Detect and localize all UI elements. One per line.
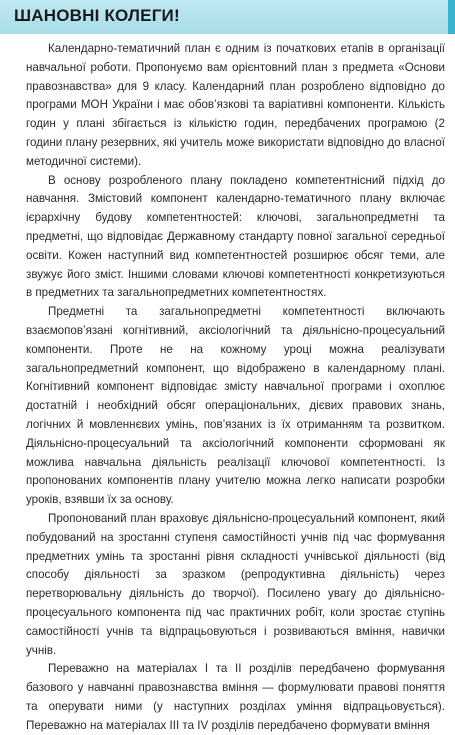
- paragraph-1: Календарно-тематичний план є одним із початкових етапів в організації навчальної роботи. Пропонуємо вам орієнтовний план з предмета «Основи правознавства» для 9 класу. Календарний план розроблено відповідно до програми МОН України і має обов’язкові та варіативні компоненти. Кількість годин у плані збігається із кількістю годин, передбачених програмою (2 години плану резервних, які учитель може використати відповідно до власної методичної системи).: [26, 42, 445, 168]
- document-body: [26, 40, 445, 735]
- paragraph-4: Пропонований план враховує діяльнісно-процесуальний компонент, який побудований на зростанні ступеня самостійності учнів під час формування предметних умінь та зростанні рівня складності учнівської діяльності (від способу діяльності за зразком (репродуктивна діяльність) через перетворювальну діяльність до творчої). Посилено увагу до діяльнісно-процесуального компонента під час практичних робіт, коли зростає ступінь самостійності учнів та відпрацьовуються і розвиваються вміння, навички учнів.: [26, 511, 445, 657]
- header-accent-edge: [448, 0, 455, 34]
- paragraph-2: В основу розробленого плану покладено компетентнісний підхід до навчання. Змістовий компонент календарно-тематичного плану включає ієрархічну будову компетентностей: ключові, загальнопредметні та предметні, що відповідає Державному стандарту повної загальної середньої освіти. Кожен наступний вид компетентностей розширює обсяг теми, але звужує його зміст. Іншими словами ключові компетентності конкретизуються в предметних та загальнопредметних компетентностях.: [26, 173, 445, 300]
- paragraph-5: Переважно на матеріалах I та II розділів передбачено формування базового у навчанні правознавства вміння — формулювати правові поняття та оперувати ними (у наступних розділах уміння відпрацьовується). Переважно на матеріалах III та IV розділів передбачено формувати вміння: [26, 662, 445, 732]
- header-bar: [0, 0, 455, 34]
- paragraph-3: Предметні та загальнопредметні компетентності включають взаємопов’язані когнітивний, аксіологічний та діяльнісно-процесуальний компоненти. Проте не на кожному уроці можна реалізувати загальнопредметний компонент, що відображено в календарному плані. Когнітивний компонент відповідає змісту навчальної програми і охоплює достатній і необхідний обсяг операціональних, дієвих правових знань, логічних й мовленнєвих умінь, пов’язаних із їх отриманням та розвитком. Діяльнісно-процесуальний та аксіологічний компоненти сформовані як можлива навчальна діяльність реалізації ключової компетентності. Із пропонованих компонентів плану учителю можна легко написати розробки уроків, взявши їх за основу.: [26, 305, 445, 507]
- page-title: ШАНОВНІ КОЛЕГИ!: [14, 6, 180, 25]
